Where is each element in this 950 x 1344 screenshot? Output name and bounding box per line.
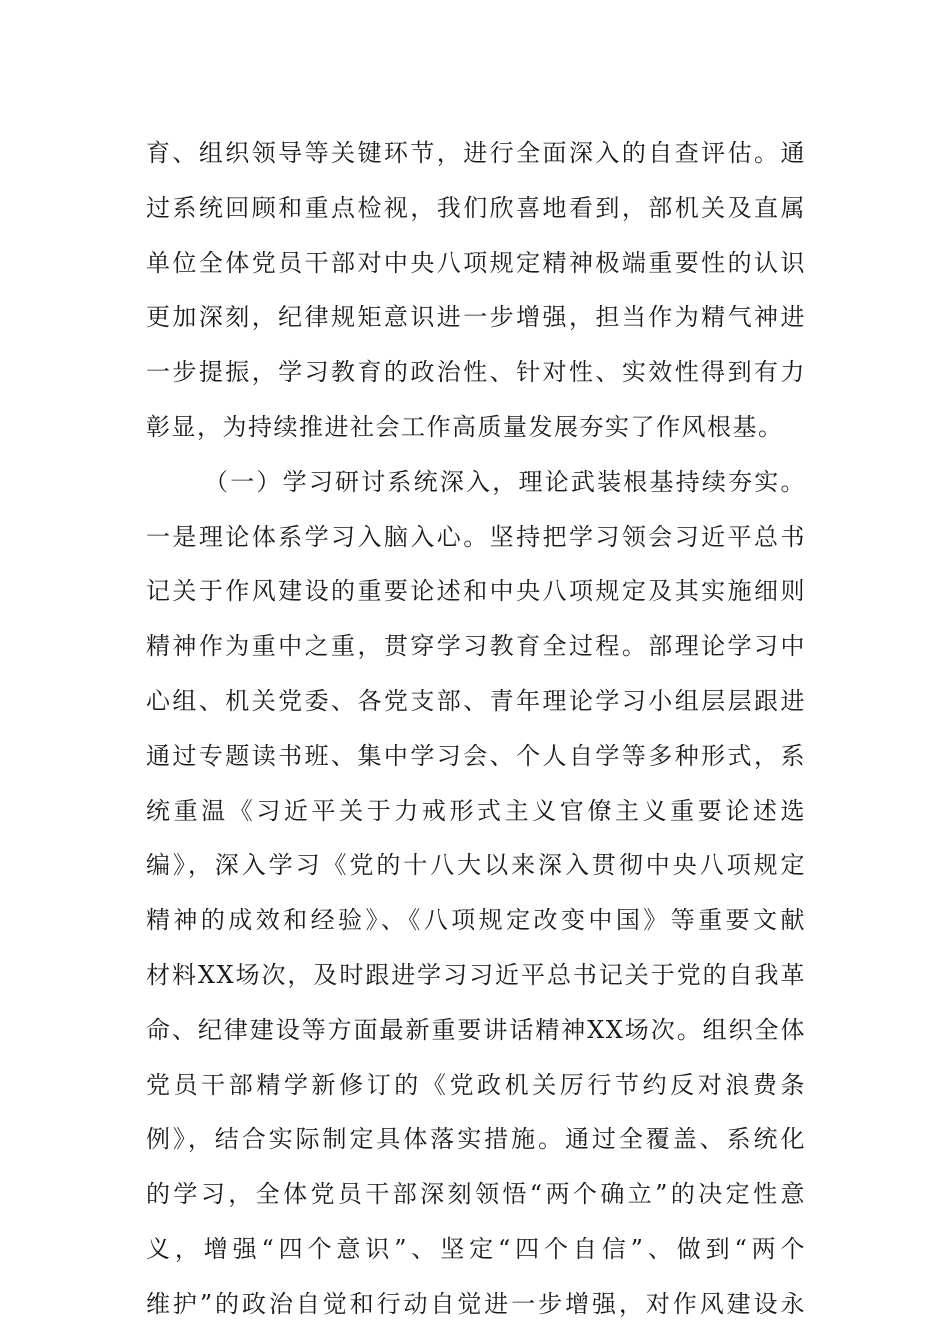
text-line: 彰显，为持续推进社会工作高质量发展夯实了作风根基。 xyxy=(146,412,784,441)
text-line: 统重温《习近平关于力戒形式主义官僚主义重要论述选 xyxy=(146,796,806,825)
text-line: 精神作为重中之重，贯穿学习教育全过程。部理论学习中 xyxy=(146,632,806,661)
text-line: 育、组织领导等关键环节，进行全面深入的自查评估。通 xyxy=(146,139,806,167)
text-line: 单位全体党员干部对中央八项规定精神极端重要性的认识 xyxy=(146,248,806,277)
text-line: 精神的成效和经验》、《八项规定改变中国》等重要文献 xyxy=(146,906,806,935)
text-line: 心组、机关党委、各党支部、青年理论学习小组层层跟进 xyxy=(146,686,806,715)
section-heading: （一）学习研讨系统深入，理论武装根基持续夯实。 xyxy=(204,467,806,496)
text-line: 例》，结合实际制定具体落实措施。通过全覆盖、系统化 xyxy=(146,1125,806,1154)
text-line: 编》，深入学习《党的十八大以来深入贯彻中央八项规定 xyxy=(146,851,806,880)
document-body xyxy=(146,126,806,1332)
text-line: 命、纪律建设等方面最新重要讲话精神XX场次。组织全体 xyxy=(146,1015,806,1044)
text-line: 一是理论体系学习入脑入心。坚持把学习领会习近平总书 xyxy=(146,522,806,551)
text-line: 党员干部精学新修订的《党政机关厉行节约反对浪费条 xyxy=(146,1070,806,1099)
text-line: 通过专题读书班、集中学习会、个人自学等多种形式，系 xyxy=(146,741,806,770)
text-line: 的学习，全体党员干部深刻领悟“两个确立”的决定性意 xyxy=(146,1180,806,1209)
text-line: 维护”的政治自觉和行动自觉进一步增强，对作风建设永 xyxy=(146,1289,806,1318)
text-line: 一步提振，学习教育的政治性、针对性、实效性得到有力 xyxy=(146,358,806,387)
text-line: 义，增强“四个意识”、坚定“四个自信”、做到“两个 xyxy=(146,1234,806,1263)
text-line: 记关于作风建设的重要论述和中央八项规定及其实施细则 xyxy=(146,577,806,606)
text-line: 更加深刻，纪律规矩意识进一步增强，担当作为精气神进 xyxy=(146,303,806,332)
text-line: 过系统回顾和重点检视，我们欣喜地看到，部机关及直属 xyxy=(146,193,806,222)
text-line: 材料XX场次，及时跟进学习习近平总书记关于党的自我革 xyxy=(146,960,806,989)
